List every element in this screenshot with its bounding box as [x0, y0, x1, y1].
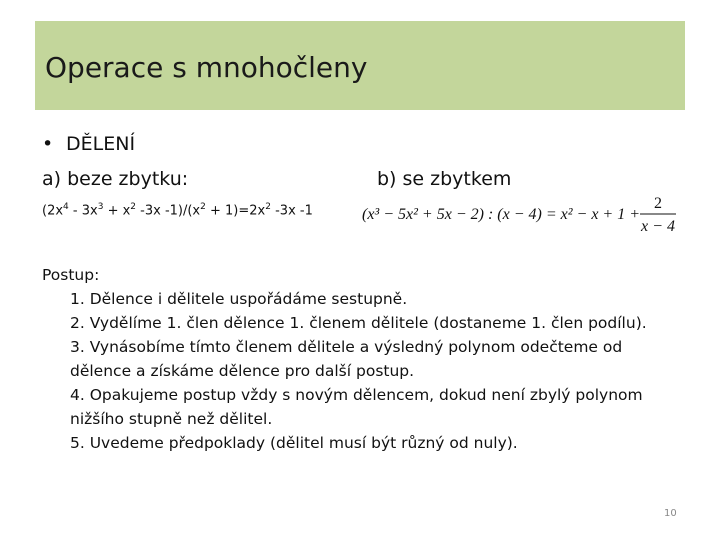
procedure-heading: Postup: [42, 266, 100, 284]
procedure-block [42, 263, 692, 455]
bullet-heading-row [42, 133, 135, 155]
equation-a-exponent: 2 [200, 202, 206, 212]
procedure-step-continuation: nižšího stupně než dělitel. [70, 410, 273, 428]
equation-a-exponent: 3 [97, 202, 104, 212]
formula-b-denominator: x − 4 [641, 218, 675, 235]
equation-a-part: + 1)=2x [205, 203, 266, 219]
equation-a [42, 202, 313, 218]
equation-a-part: - 3x [68, 203, 98, 219]
procedure-step: 1. Dělence i dělitele uspořádáme sestupně. [70, 290, 408, 308]
equation-a-part: (2x [42, 203, 64, 219]
procedure-step: 5. Uvedeme předpoklady (dělitel musí být různý od nuly). [70, 434, 518, 452]
formula-b [360, 188, 680, 238]
equation-a-part: -3x -1)/(x [136, 203, 201, 219]
bullet-heading: DĚLENÍ [66, 133, 136, 155]
procedure-step: 2. Vydělíme 1. člen dělence 1. členem dělitele (dostaneme 1. člen podílu). [70, 314, 647, 332]
section-b-heading: b) se zbytkem [377, 168, 512, 190]
section-a-heading: a) beze zbytku: [42, 168, 189, 190]
slide-title: Operace s mnohočleny [45, 51, 368, 84]
bullet-icon: • [42, 133, 54, 155]
procedure-step: 3. Vynásobíme tímto členem dělitele a výsledný polynom odečteme od [70, 338, 623, 356]
equation-a-exponent: 2 [265, 202, 271, 212]
equation-a-exponent: 4 [63, 202, 69, 212]
equation-a-part: + x [103, 203, 131, 219]
equation-a-exponent: 2 [130, 202, 137, 212]
page-number: 10 [664, 508, 677, 519]
formula-b-lhs: (x³ − 5x² + 5x − 2) : (x − 4) = x² − x + 1 + [362, 206, 641, 223]
procedure-step-continuation: dělence a získáme dělence pro další postup. [70, 362, 415, 380]
procedure-step: 4. Opakujeme postup vždy s novým dělencem, dokud není zbylý polynom [70, 386, 643, 404]
formula-b-numerator: 2 [654, 195, 662, 212]
equation-a-part: -3x -1 [270, 203, 313, 219]
title-bar [35, 21, 685, 110]
